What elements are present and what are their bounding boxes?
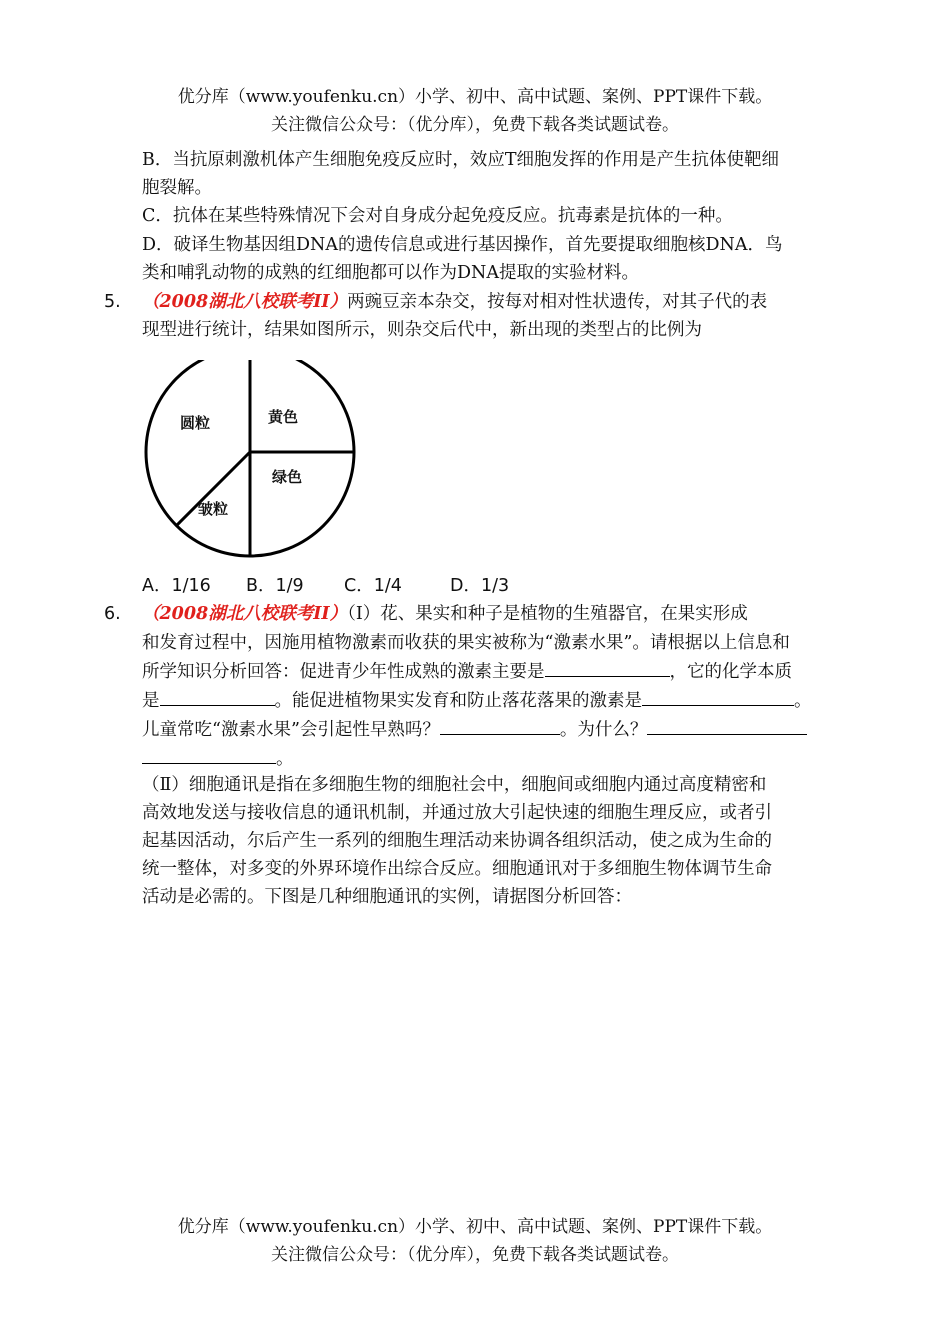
question-5-number: 5.: [104, 292, 121, 312]
header-line-2: 关注微信公众号：（优分库），免费下载各类试题试卷。: [271, 115, 679, 135]
question-6-line-3: [142, 658, 792, 686]
question-6-line-2: 和发育过程中，因施用植物激素而收获的果实被称为“激素水果”。请根据以上信息和: [142, 633, 790, 653]
pie-label-3: 皱粒: [198, 500, 229, 518]
answer-blank-3[interactable]: [642, 687, 794, 706]
question-5-text-1: 两豌豆亲本杂交，按每对相对性状遗传，对其子代的表: [347, 292, 768, 312]
question-6-source: （2008湖北八校联考II）: [142, 604, 348, 624]
pie-label-0: 圆粒: [180, 414, 211, 432]
q6-l4b: 。能促进植物果实发育和防止落花落果的激素是: [274, 691, 642, 711]
answer-blank-5-cont[interactable]: [142, 745, 276, 764]
footer-line-1: 优分库（www.youfenku.cn）小学、初中、高中试题、案例、PPT课件下载。: [177, 1217, 773, 1237]
question-6-line-6: [142, 745, 294, 773]
option-d-line-1: D．破译生物基因组DNA的遗传信息或进行基因操作，首先要提取细胞核DNA．鸟: [142, 235, 783, 255]
question-5-line-1: [142, 288, 767, 316]
question-6-line-5: [142, 716, 807, 744]
q6-l3b: ，它的化学本质: [669, 662, 792, 682]
footer-line-2: 关注微信公众号：（优分库），免费下载各类试题试卷。: [271, 1245, 679, 1265]
paragraph-2-line-4: 统一整体，对多变的外界环境作出综合反应。细胞通讯对于多细胞生物体调节生命: [142, 859, 772, 879]
question-6-text-1: （Ⅰ）花、果实和种子是植物的生殖器官，在果实形成: [347, 604, 748, 624]
paragraph-2-line-2: 高效地发送与接收信息的通讯机制，并通过放大引起快速的细胞生理反应，或者引: [142, 803, 772, 823]
header-line-1: 优分库（www.youfenku.cn）小学、初中、高中试题、案例、PPT课件下载。: [177, 87, 773, 107]
option-b[interactable]: B．1/9: [246, 576, 304, 596]
pie-label-2: 绿色: [272, 468, 303, 486]
option-b-line-2: 胞裂解。: [142, 178, 212, 198]
option-c: C．抗体在某些特殊情况下会对自身成分起免疫反应。抗毒素是抗体的一种。: [142, 206, 733, 226]
answer-blank-5[interactable]: [647, 716, 807, 735]
question-6-number: 6.: [104, 604, 121, 624]
option-d[interactable]: D．1/3: [450, 576, 510, 596]
option-c-choice[interactable]: C．1/4: [344, 576, 402, 596]
option-d-line-2: 类和哺乳动物的成熟的红细胞都可以作为DNA提取的实验材料。: [142, 263, 639, 283]
answer-blank-4[interactable]: [440, 716, 560, 735]
answer-blank-1[interactable]: [545, 658, 670, 677]
paragraph-2-line-1: （Ⅱ）细胞通讯是指在多细胞生物的细胞社会中，细胞间或细胞内通过高度精密和: [142, 775, 767, 795]
question-5-line-2: 现型进行统计，结果如图所示，则杂交后代中，新出现的类型占的比例为: [142, 320, 702, 340]
q6-l4c: 。: [794, 691, 812, 711]
question-6-line-4: [142, 687, 812, 715]
question-5-source: （2008湖北八校联考II）: [142, 292, 348, 312]
question-6-line-1: [142, 600, 748, 628]
q6-l4a: 是: [142, 691, 160, 711]
q6-l5a: 儿童常吃“激素水果”会引起性早熟吗？: [142, 720, 440, 740]
option-b-line-1: B．当抗原刺激机体产生细胞免疫反应时，效应T细胞发挥的作用是产生抗体使靶细: [142, 150, 780, 170]
pie-label-1: 黄色: [268, 408, 299, 426]
option-a[interactable]: A．1/16: [142, 576, 211, 596]
paragraph-2-line-3: 起基因活动，尔后产生一系列的细胞生理活动来协调各组织活动，使之成为生命的: [142, 831, 772, 851]
q6-l5b: 。为什么？: [559, 720, 648, 740]
pie-chart: [140, 360, 364, 560]
q6-l6b: 。: [276, 749, 294, 769]
question-5-options: [142, 572, 509, 600]
paragraph-2-line-5: 活动是必需的。下图是几种细胞通讯的实例，请据图分析回答：: [142, 887, 632, 907]
answer-blank-2[interactable]: [160, 687, 275, 706]
q6-l3a: 所学知识分析回答：促进青少年性成熟的激素主要是: [142, 662, 545, 682]
